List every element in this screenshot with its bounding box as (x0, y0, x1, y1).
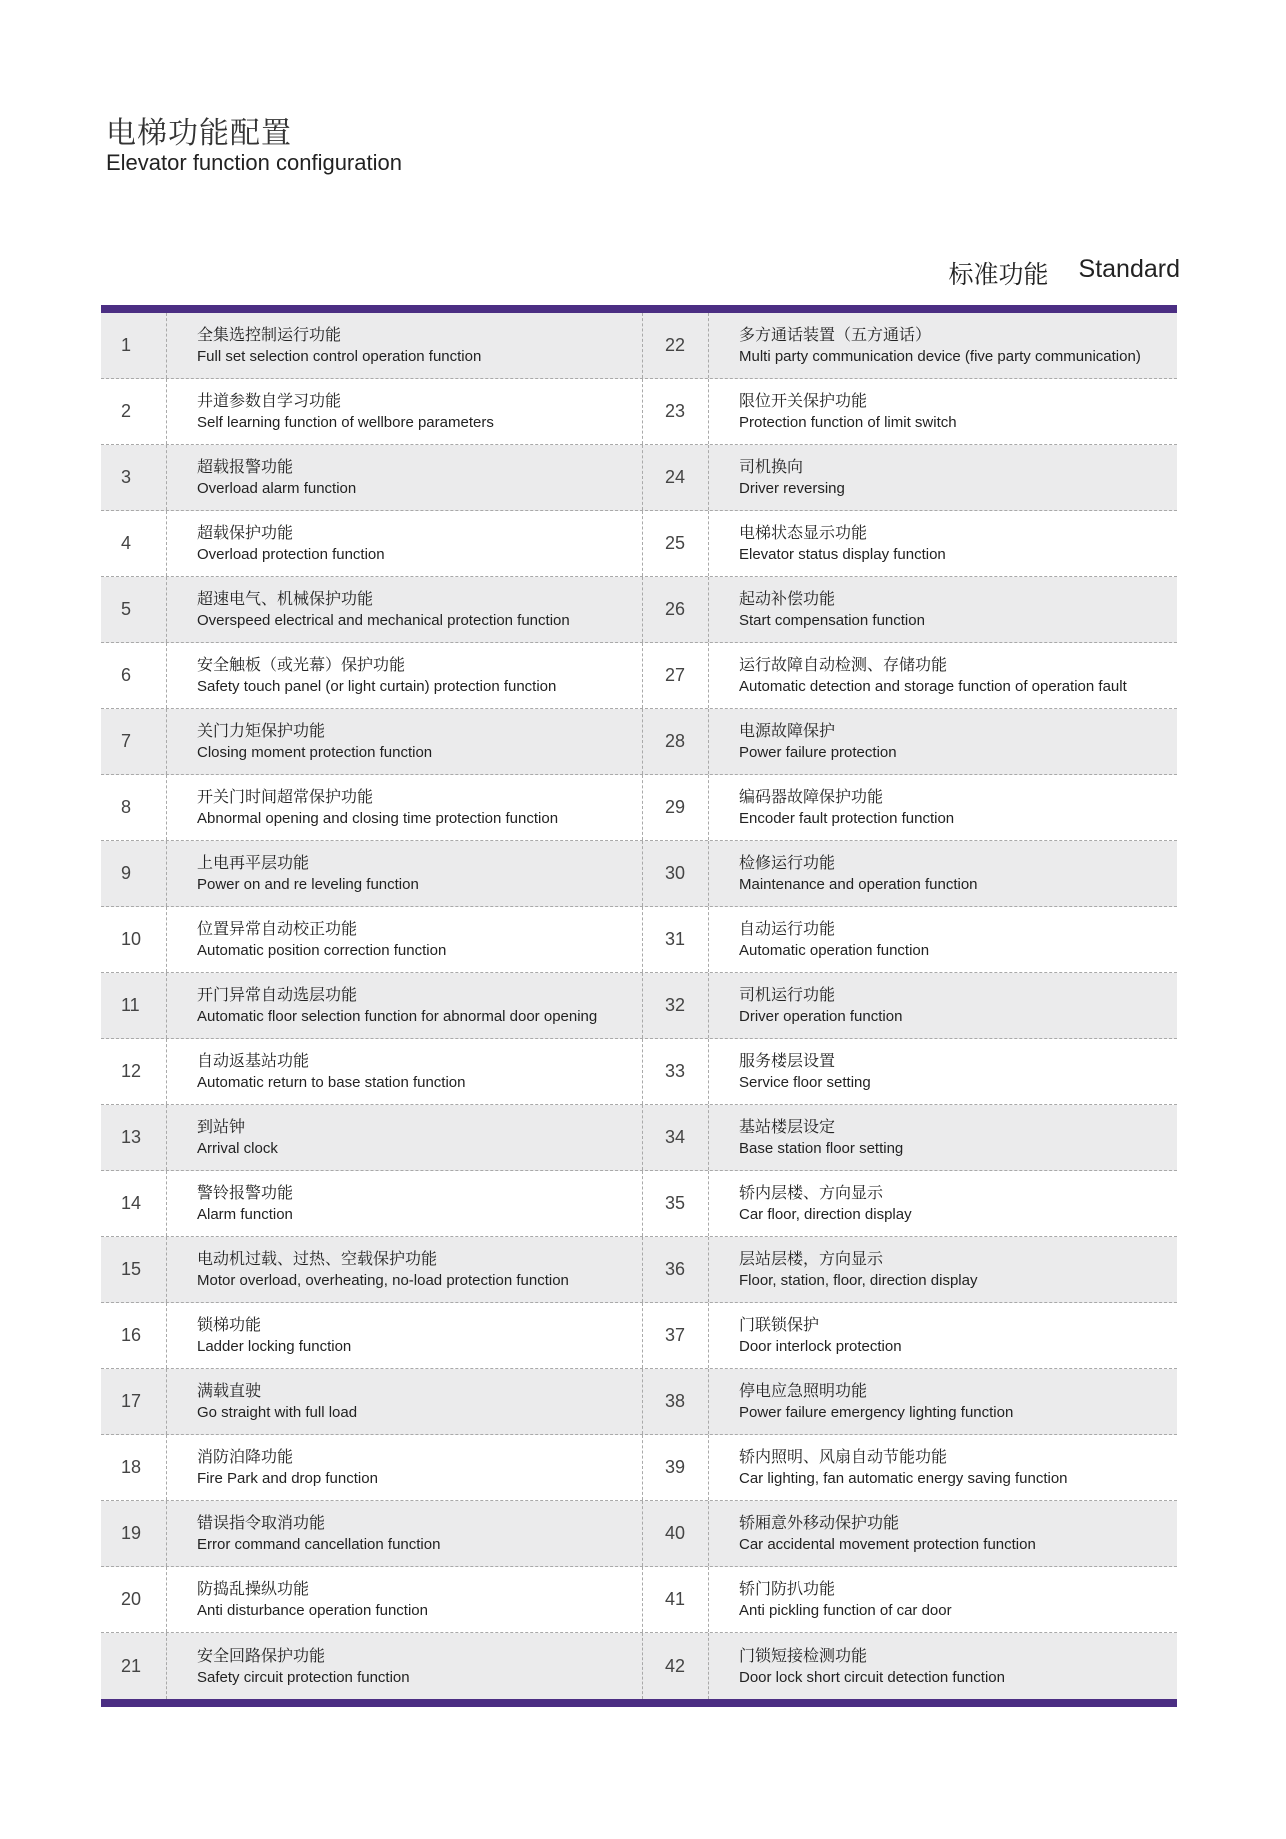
function-right-en: Driver reversing (739, 480, 845, 497)
table-row (101, 709, 1177, 775)
table-row (101, 1501, 1177, 1567)
function-left-cn: 锁梯功能 (197, 1315, 262, 1334)
function-left-cn: 警铃报警功能 (197, 1183, 294, 1202)
function-left-en: Motor overload, overheating, no-load protection function (197, 1272, 569, 1289)
function-left (167, 841, 643, 906)
row-number-right: 41 (643, 1567, 709, 1632)
row-number-right: 38 (643, 1369, 709, 1434)
function-left-en: Anti disturbance operation function (197, 1602, 428, 1619)
function-left-cn: 防捣乱操纵功能 (197, 1579, 310, 1598)
function-right-en: Car accidental movement protection function (739, 1536, 1036, 1553)
function-left (167, 313, 643, 378)
function-left-en: Abnormal opening and closing time protection function (197, 810, 559, 827)
function-left-en: Overload alarm function (197, 480, 357, 497)
function-left-en: Closing moment protection function (197, 744, 433, 761)
function-right (709, 577, 1177, 642)
table-row (101, 973, 1177, 1039)
row-number-right: 24 (643, 445, 709, 510)
function-left (167, 1633, 643, 1699)
function-left-cn: 超载报警功能 (197, 457, 294, 476)
function-left-en: Automatic return to base station function (197, 1074, 466, 1091)
function-left (167, 775, 643, 840)
row-number-left: 18 (101, 1435, 167, 1500)
function-right (709, 1435, 1177, 1500)
function-left-cn: 到站钟 (197, 1117, 246, 1136)
function-left-cn: 关门力矩保护功能 (197, 721, 326, 740)
function-right-en: Multi party communication device (five party communication) (739, 348, 1141, 365)
function-left-cn: 安全触板（或光幕）保护功能 (197, 655, 406, 674)
function-right-en: Automatic detection and storage function of operation fault (739, 678, 1127, 695)
function-right (709, 1237, 1177, 1302)
row-number-left: 8 (101, 775, 167, 840)
row-number-left: 10 (101, 907, 167, 972)
function-left-en: Safety circuit protection function (197, 1668, 410, 1686)
function-right (709, 973, 1177, 1038)
table-row (101, 1633, 1177, 1699)
function-right-cn: 限位开关保护功能 (739, 391, 868, 410)
function-left-cn: 开关门时间超常保护功能 (197, 787, 374, 806)
function-left-en: Alarm function (197, 1206, 293, 1223)
function-right-en: Start compensation function (739, 612, 925, 629)
function-left-cn: 消防泊降功能 (197, 1447, 294, 1466)
row-number-right: 35 (643, 1171, 709, 1236)
function-right-en: Power failure protection (739, 744, 897, 761)
function-right-en: Elevator status display function (739, 546, 946, 563)
function-left-en: Fire Park and drop function (197, 1470, 378, 1487)
function-right-en: Car lighting, fan automatic energy saving function (739, 1470, 1068, 1487)
function-right-cn: 电梯状态显示功能 (739, 523, 868, 542)
row-number-left: 5 (101, 577, 167, 642)
function-right-en: Base station floor setting (739, 1140, 904, 1157)
row-number-right: 29 (643, 775, 709, 840)
function-left-en: Overload protection function (197, 546, 385, 563)
function-right-en: Anti pickling function of car door (739, 1602, 952, 1619)
function-right (709, 1105, 1177, 1170)
row-number-right: 23 (643, 379, 709, 444)
row-number-left: 15 (101, 1237, 167, 1302)
row-number-right: 27 (643, 643, 709, 708)
function-right (709, 775, 1177, 840)
function-left-en: Self learning function of wellbore parameters (197, 414, 494, 431)
function-right-cn: 层站层楼，方向显示 (739, 1249, 884, 1268)
function-right (709, 841, 1177, 906)
function-right-cn: 轿门防扒功能 (739, 1579, 836, 1598)
row-number-right: 22 (643, 313, 709, 378)
table-row (101, 577, 1177, 643)
function-right (709, 1303, 1177, 1368)
function-left-cn: 错误指令取消功能 (197, 1513, 326, 1532)
function-left (167, 1303, 643, 1368)
table-row (101, 445, 1177, 511)
function-left (167, 511, 643, 576)
function-right-cn: 检修运行功能 (739, 853, 836, 872)
function-right-en: Floor, station, floor, direction display (739, 1272, 978, 1289)
function-left-en: Full set selection control operation function (197, 348, 482, 365)
function-left-cn: 安全回路保护功能 (197, 1645, 326, 1665)
function-right-cn: 运行故障自动检测、存储功能 (739, 655, 948, 674)
table-row (101, 1369, 1177, 1435)
function-right (709, 313, 1177, 378)
function-right (709, 1039, 1177, 1104)
function-left (167, 1501, 643, 1566)
function-right (709, 445, 1177, 510)
row-number-left: 7 (101, 709, 167, 774)
function-right-cn: 编码器故障保护功能 (739, 787, 884, 806)
function-left-cn: 上电再平层功能 (197, 853, 310, 872)
function-right-cn: 司机换向 (739, 457, 804, 476)
function-left-en: Ladder locking function (197, 1338, 352, 1355)
row-number-left: 17 (101, 1369, 167, 1434)
row-number-left: 9 (101, 841, 167, 906)
function-right-en: Power failure emergency lighting function (739, 1404, 1014, 1421)
function-right (709, 1171, 1177, 1236)
function-left (167, 1105, 643, 1170)
row-number-left: 4 (101, 511, 167, 576)
function-right-cn: 多方通话装置（五方通话） (739, 325, 932, 344)
function-left-cn: 电动机过载、过热、空载保护功能 (197, 1249, 438, 1268)
row-number-left: 14 (101, 1171, 167, 1236)
table-row (101, 1171, 1177, 1237)
function-left-cn: 位置异常自动校正功能 (197, 919, 358, 938)
row-number-right: 40 (643, 1501, 709, 1566)
table-row (101, 1105, 1177, 1171)
row-number-left: 1 (101, 313, 167, 378)
row-number-right: 42 (643, 1633, 709, 1699)
row-number-right: 28 (643, 709, 709, 774)
standard-label-en: Standard (1078, 255, 1180, 283)
row-number-left: 20 (101, 1567, 167, 1632)
function-right-en: Service floor setting (739, 1074, 871, 1091)
function-left-en: Automatic floor selection function for abnormal door opening (197, 1008, 598, 1025)
row-number-left: 6 (101, 643, 167, 708)
function-left-en: Error command cancellation function (197, 1536, 441, 1553)
function-right-en: Door interlock protection (739, 1338, 902, 1355)
page-title-en: Elevator function configuration (106, 150, 402, 175)
function-left-cn: 全集选控制运行功能 (197, 325, 342, 344)
row-number-left: 11 (101, 973, 167, 1038)
function-left (167, 1567, 643, 1632)
function-right-en: Maintenance and operation function (739, 876, 978, 893)
table-row (101, 841, 1177, 907)
function-left-en: Go straight with full load (197, 1404, 358, 1421)
function-right-cn: 基站楼层设定 (739, 1117, 836, 1136)
function-left-en: Safety touch panel (or light curtain) protection function (197, 678, 557, 695)
row-number-right: 32 (643, 973, 709, 1038)
row-number-left: 19 (101, 1501, 167, 1566)
function-right-en: Car floor, direction display (739, 1206, 912, 1223)
function-left (167, 1237, 643, 1302)
row-number-left: 13 (101, 1105, 167, 1170)
row-number-left: 12 (101, 1039, 167, 1104)
function-right-cn: 司机运行功能 (739, 985, 836, 1004)
function-right-cn: 轿内层楼、方向显示 (739, 1183, 884, 1202)
row-number-right: 39 (643, 1435, 709, 1500)
function-left-cn: 超载保护功能 (197, 523, 294, 542)
function-table (101, 305, 1177, 1707)
function-left (167, 973, 643, 1038)
function-left (167, 643, 643, 708)
function-right (709, 643, 1177, 708)
standard-label (949, 255, 1180, 291)
function-left (167, 709, 643, 774)
function-left-en: Automatic position correction function (197, 942, 447, 959)
row-number-right: 37 (643, 1303, 709, 1368)
function-right-cn: 轿内照明、风扇自动节能功能 (739, 1447, 948, 1466)
row-number-right: 30 (643, 841, 709, 906)
function-left (167, 1039, 643, 1104)
function-right-en: Automatic operation function (739, 942, 930, 959)
table-row (101, 775, 1177, 841)
function-left (167, 445, 643, 510)
function-right-cn: 起动补偿功能 (739, 589, 836, 608)
function-right (709, 1501, 1177, 1566)
table-row (101, 907, 1177, 973)
function-left-cn: 自动返基站功能 (197, 1051, 310, 1070)
function-left (167, 1369, 643, 1434)
function-right-en: Driver operation function (739, 1008, 903, 1025)
function-right (709, 709, 1177, 774)
function-right-cn: 轿厢意外移动保护功能 (739, 1513, 900, 1532)
function-left-cn: 井道参数自学习功能 (197, 391, 342, 410)
row-number-left: 3 (101, 445, 167, 510)
function-right-cn: 停电应急照明功能 (739, 1381, 868, 1400)
function-right (709, 1369, 1177, 1434)
function-right (709, 1567, 1177, 1632)
table-row (101, 1237, 1177, 1303)
function-right-en: Protection function of limit switch (739, 414, 957, 431)
function-right (709, 511, 1177, 576)
table-row (101, 511, 1177, 577)
function-left-cn: 开门异常自动选层功能 (197, 985, 358, 1004)
function-left-en: Overspeed electrical and mechanical protection function (197, 612, 570, 629)
row-number-left: 21 (101, 1633, 167, 1699)
function-left-cn: 超速电气、机械保护功能 (197, 589, 374, 608)
function-right (709, 907, 1177, 972)
function-left (167, 379, 643, 444)
function-left-en: Power on and re leveling function (197, 876, 419, 893)
table-row (101, 313, 1177, 379)
function-right (709, 379, 1177, 444)
row-number-right: 34 (643, 1105, 709, 1170)
row-number-right: 25 (643, 511, 709, 576)
table-row (101, 379, 1177, 445)
function-left (167, 1435, 643, 1500)
row-number-left: 16 (101, 1303, 167, 1368)
function-right-cn: 自动运行功能 (739, 919, 836, 938)
standard-label-cn: 标准功能 (948, 260, 1049, 289)
function-left (167, 577, 643, 642)
row-number-right: 26 (643, 577, 709, 642)
table-row (101, 643, 1177, 709)
table-row (101, 1039, 1177, 1105)
page-title-cn: 电梯功能配置 (106, 116, 292, 151)
function-right-cn: 服务楼层设置 (739, 1051, 836, 1070)
function-right-cn: 门锁短接检测功能 (739, 1645, 868, 1665)
function-left (167, 1171, 643, 1236)
row-number-right: 31 (643, 907, 709, 972)
function-left-cn: 满载直驶 (197, 1381, 262, 1400)
function-right-en: Door lock short circuit detection function (739, 1668, 1005, 1686)
function-right-cn: 电源故障保护 (739, 721, 836, 740)
row-number-right: 36 (643, 1237, 709, 1302)
row-number-left: 2 (101, 379, 167, 444)
function-left (167, 907, 643, 972)
table-row (101, 1567, 1177, 1633)
function-left-en: Arrival clock (197, 1140, 278, 1157)
row-number-right: 33 (643, 1039, 709, 1104)
table-row (101, 1435, 1177, 1501)
function-right-en: Encoder fault protection function (739, 810, 955, 827)
table-row (101, 1303, 1177, 1369)
function-right (709, 1633, 1177, 1699)
function-right-cn: 门联锁保护 (739, 1315, 820, 1334)
